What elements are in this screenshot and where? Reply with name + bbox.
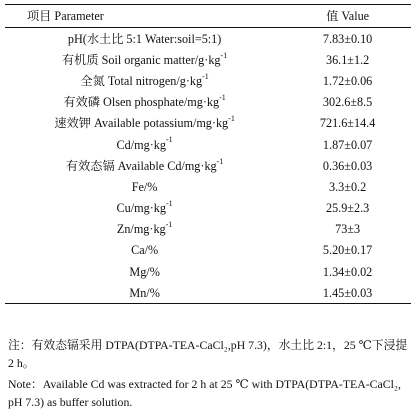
row-value: 721.6±14.4 (319, 116, 376, 131)
row-value: 73±3 (335, 222, 361, 237)
table-row (5, 155, 411, 176)
row-parameter (5, 198, 284, 219)
parameter-text: 有机质 Soil organic matter/g·kg (62, 52, 221, 67)
row-parameter (5, 240, 284, 261)
row-parameter (5, 261, 284, 282)
note-chinese: 注：有效态镉采用 DTPA(DTPA-TEA-CaCl₂,pH 7.3)，水土比 2:1，25 ℃下浸提 2 h。 (8, 338, 408, 370)
row-parameter (5, 134, 284, 155)
row-value: 7.83±0.10 (322, 31, 373, 46)
parameter-text: Ca/% (131, 243, 159, 258)
parameter-text: Cd/mg·kg (116, 137, 166, 152)
table-row (5, 176, 411, 197)
unit-superscript: -1 (165, 220, 173, 230)
parameter-text: Fe/% (131, 179, 158, 194)
row-value: 3.3±0.2 (329, 179, 367, 194)
row-parameter (5, 155, 284, 176)
row-parameter (5, 28, 284, 50)
row-value: 1.87±0.07 (322, 137, 373, 152)
parameter-text: Mn/% (129, 285, 160, 300)
table-row (5, 240, 411, 261)
unit-superscript: -1 (165, 199, 173, 209)
table-row (5, 134, 411, 155)
note-english: Note：Available Cd was extracted for 2 h at 25 ℃ with DTPA(DTPA-TEA-CaCl₂, pH 7.3) as buffer solution. (8, 377, 401, 409)
table-row (5, 49, 411, 70)
parameter-text: Mg/% (129, 264, 160, 279)
row-parameter (5, 70, 284, 91)
soil-properties-table (5, 4, 411, 304)
header-value: 值 Value (284, 5, 411, 28)
table-body (5, 28, 411, 304)
unit-superscript: -1 (216, 156, 224, 166)
table-notes (8, 337, 410, 411)
table-row (5, 92, 411, 113)
parameter-text: 速效钾 Available potassium/mg·kg (54, 116, 229, 131)
table-row (5, 282, 411, 304)
row-parameter (5, 282, 284, 304)
parameter-text: pH(水土比 5:1 Water:soil=5:1) (67, 31, 222, 46)
parameter-text: 有效态镉 Available Cd/mg·kg (65, 158, 217, 173)
parameter-text: Zn/mg·kg (116, 222, 166, 237)
row-value: 1.34±0.02 (322, 264, 373, 279)
unit-superscript: -1 (219, 93, 226, 103)
row-parameter (5, 113, 284, 134)
parameter-text: 有效磷 Olsen phosphate/mg·kg (63, 95, 220, 110)
unit-superscript: -1 (220, 50, 228, 60)
row-value: 25.9±2.3 (325, 201, 370, 216)
parameter-text: Cu/mg·kg (116, 201, 166, 216)
row-value: 1.72±0.06 (322, 73, 373, 88)
unit-superscript: -1 (202, 71, 209, 81)
table-row (5, 261, 411, 282)
row-value: 1.45±0.03 (284, 282, 411, 304)
table-header-row (5, 5, 411, 28)
header-parameter: 项目 Parameter (5, 5, 284, 28)
table-row (5, 113, 411, 134)
row-parameter (5, 49, 284, 70)
row-value: 0.36±0.03 (322, 158, 373, 173)
row-value: 302.6±8.5 (322, 95, 373, 110)
table-row (5, 28, 411, 50)
row-parameter (5, 219, 284, 240)
parameter-text: 全氮 Total nitrogen/g·kg (80, 73, 203, 88)
row-value: 36.1±1.2 (325, 52, 370, 67)
table-row (5, 198, 411, 219)
table-row (5, 70, 411, 91)
unit-superscript: -1 (165, 135, 173, 145)
unit-superscript: -1 (228, 114, 235, 124)
table-row (5, 219, 411, 240)
row-parameter (5, 176, 284, 197)
row-value: 5.20±0.17 (322, 243, 373, 258)
row-parameter (5, 92, 284, 113)
